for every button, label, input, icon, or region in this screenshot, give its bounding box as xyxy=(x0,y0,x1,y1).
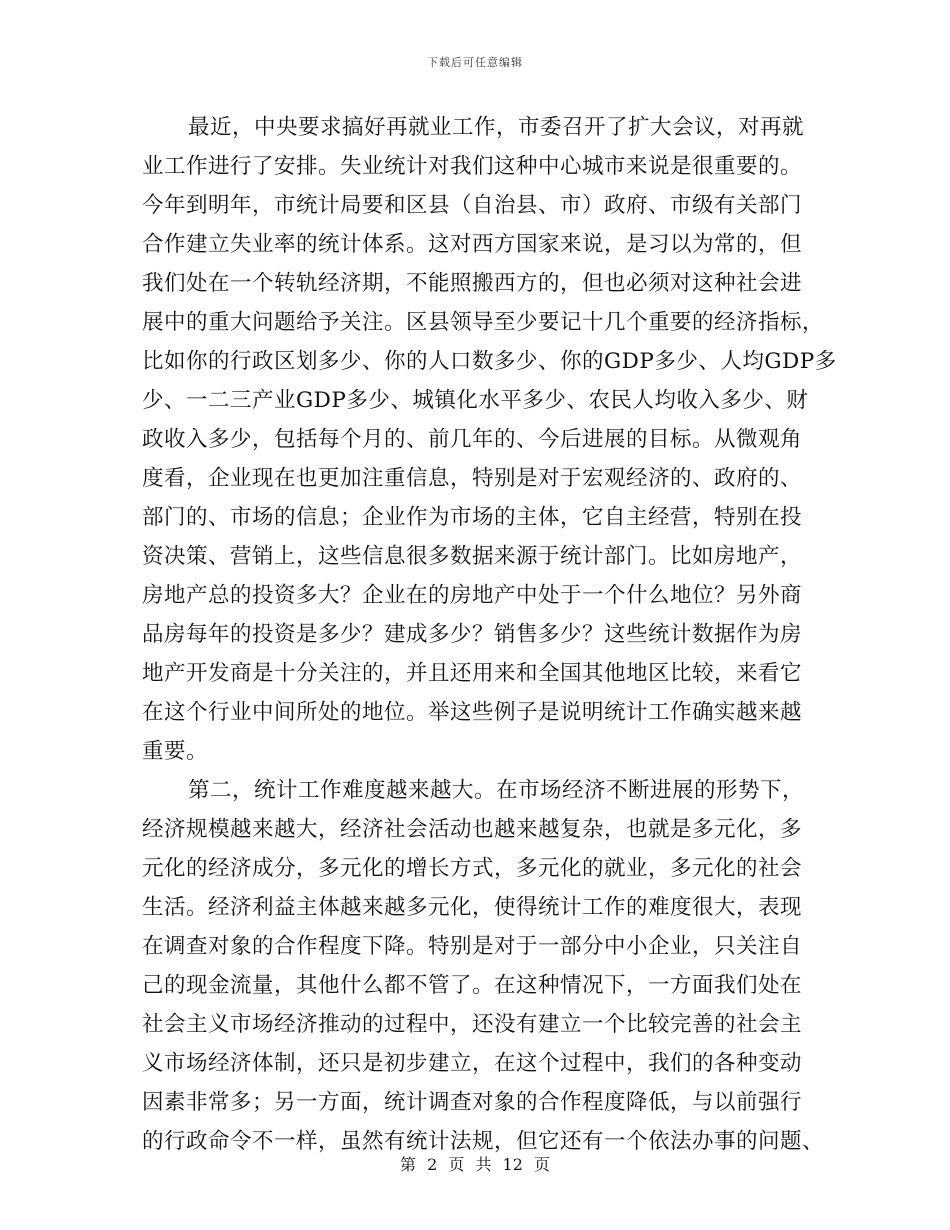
paragraph-1-line: 部门的、市场的信息；企业作为市场的主体，它自主经营，特别在投 xyxy=(142,505,803,530)
paragraph-1-line: 在这个行业中间所处的地位。举这些例子是说明统计工作确实越来越 xyxy=(142,700,803,725)
paragraph-1-line: 资决策、营销上，这些信息很多数据来源于统计部门。比如房地产， xyxy=(142,544,803,569)
paragraph-1-line: 今年到明年，市统计局要和区县（自治县、市）政府、市级有关部门 xyxy=(142,193,803,218)
document-body xyxy=(142,108,837,1161)
paragraph-1-line: 重要。 xyxy=(142,739,209,764)
paragraph-2-line: 第二，统计工作难度越来越大。在市场经济不断进展的形势下， xyxy=(188,778,805,803)
paragraph-1-line: 少、一二三产业GDP多少、城镇化水平多少、农民人均收入多少、财 xyxy=(142,388,809,413)
paragraph-2-line: 元化的经济成分，多元化的增长方式，多元化的就业，多元化的社会 xyxy=(142,856,803,881)
paragraph-1-line: 业工作进行了安排。失业统计对我们这种中心城市来说是很重要的。 xyxy=(142,154,803,179)
paragraph-1-line: 我们处在一个转轨经济期，不能照搬西方的，但也必须对这种社会进 xyxy=(142,271,803,296)
paragraph-2-line: 义市场经济体制，还只是初步建立，在这个过程中，我们的各种变动 xyxy=(142,1051,803,1076)
paragraph-1-line: 房地产总的投资多大？企业在的房地产中处于一个什么地位？另外商 xyxy=(142,583,803,608)
paragraph-1-line: 合作建立失业率的统计体系。这对西方国家来说，是习以为常的，但 xyxy=(142,232,803,257)
paragraph-2-line: 因素非常多；另一方面，统计调查对象的合作程度降低，与以前强行 xyxy=(142,1090,803,1115)
paragraph-2-line: 在调查对象的合作程度下降。特别是对于一部分中小企业，只关注自 xyxy=(142,934,803,959)
paragraph-2-line: 经济规模越来越大，经济社会活动也越来越复杂，也就是多元化，多 xyxy=(142,817,803,842)
paragraph-1-line: 政收入多少，包括每个月的、前几年的、今后进展的目标。从微观角 xyxy=(142,427,803,452)
paragraph-2-line: 己的现金流量，其他什么都不管了。在这种情况下，一方面我们处在 xyxy=(142,973,803,998)
paragraph-2-line: 的行政命令不一样，虽然有统计法规，但它还有一个依法办事的问题、 xyxy=(142,1129,825,1154)
paragraph-1-line: 最近，中央要求搞好再就业工作，市委召开了扩大会议，对再就 xyxy=(188,115,805,140)
page-header: 下载后可任意编辑 xyxy=(427,56,523,69)
paragraph-2-line: 生活。经济利益主体越来越多元化，使得统计工作的难度很大，表现 xyxy=(142,895,803,920)
paragraph-2-line: 社会主义市场经济推动的过程中，还没有建立一个比较完善的社会主 xyxy=(142,1012,803,1037)
page-number-footer: 第 2 页 共 12 页 xyxy=(400,1155,550,1174)
paragraph-1-line: 品房每年的投资是多少？建成多少？销售多少？这些统计数据作为房 xyxy=(142,622,803,647)
paragraph-1-line: 地产开发商是十分关注的，并且还用来和全国其他地区比较，来看它 xyxy=(142,661,803,686)
paragraph-1-line: 比如你的行政区划多少、你的人口数多少、你的GDP多少、人均GDP多 xyxy=(142,349,837,374)
paragraph-1-line: 度看，企业现在也更加注重信息，特别是对于宏观经济的、政府的、 xyxy=(142,466,803,491)
paragraph-1-line: 展中的重大问题给予关注。区县领导至少要记十几个重要的经济指标， xyxy=(142,310,825,335)
